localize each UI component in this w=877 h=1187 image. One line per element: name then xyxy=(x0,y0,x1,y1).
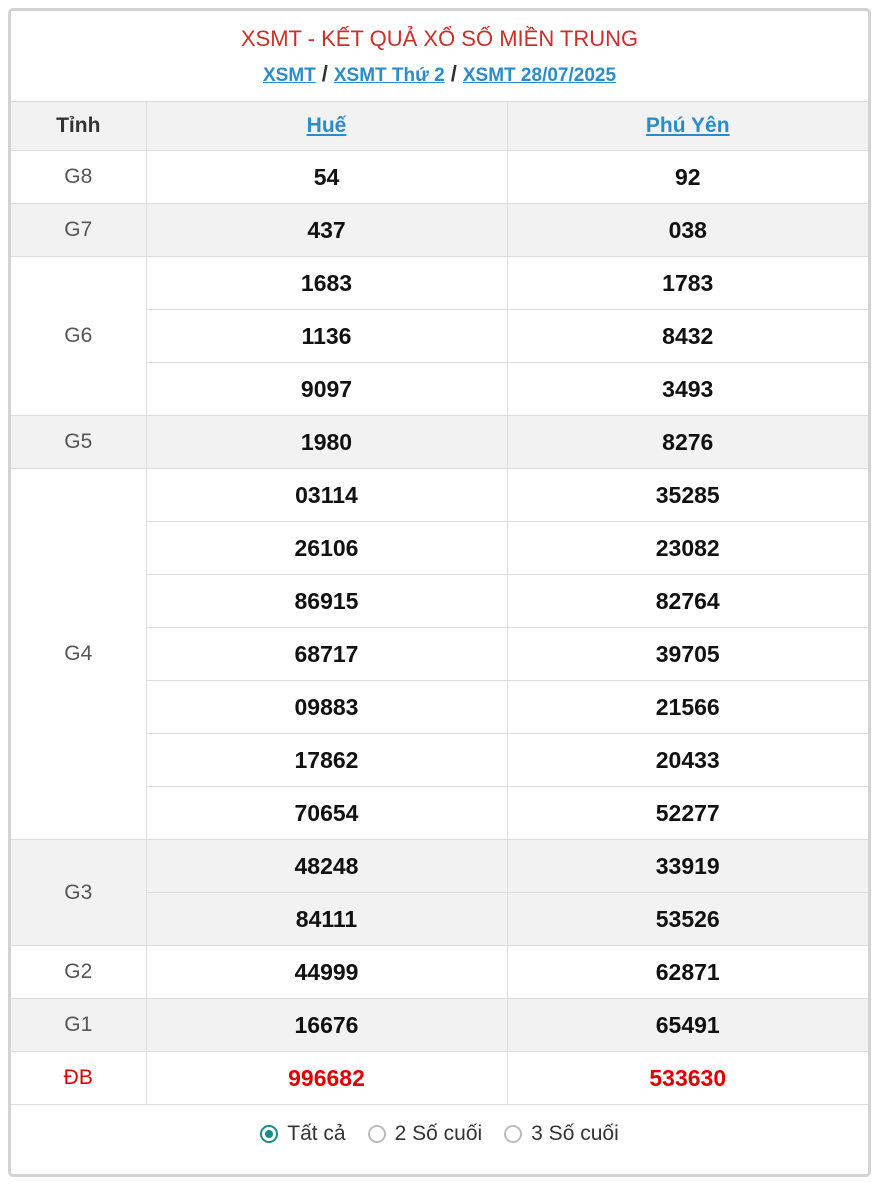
result-number: 038 xyxy=(507,204,868,257)
prize-label: G6 xyxy=(11,257,146,416)
result-number: 62871 xyxy=(507,946,868,999)
province-link-phu-yen[interactable]: Phú Yên xyxy=(645,114,730,137)
province-link-hue[interactable]: Huế xyxy=(306,114,347,137)
result-number: 86915 xyxy=(146,575,507,628)
prize-label: G7 xyxy=(11,204,146,257)
filter-option-label: 3 Số cuối xyxy=(531,1122,619,1145)
prize-label: G3 xyxy=(11,840,146,946)
result-number: 437 xyxy=(146,204,507,257)
filter-option-all[interactable] xyxy=(260,1122,345,1146)
table-row xyxy=(11,840,868,893)
results-header xyxy=(11,11,868,102)
prize-label: G4 xyxy=(11,469,146,840)
page-title: XSMT - KẾT QUẢ XỔ SỐ MIỀN TRUNG xyxy=(240,26,639,51)
result-number: 16676 xyxy=(146,999,507,1052)
result-number: 33919 xyxy=(507,840,868,893)
column-header-province-label: Tỉnh xyxy=(11,102,146,151)
result-number: 8432 xyxy=(507,310,868,363)
radio-empty-icon[interactable] xyxy=(504,1125,522,1143)
result-number: 54 xyxy=(146,151,507,204)
results-body xyxy=(11,151,868,1105)
filter-option-last-2[interactable] xyxy=(368,1122,483,1146)
result-number: 9097 xyxy=(146,363,507,416)
result-number: 20433 xyxy=(507,734,868,787)
result-number: 82764 xyxy=(507,575,868,628)
table-row xyxy=(11,1052,868,1105)
result-number: 09883 xyxy=(146,681,507,734)
result-number: 23082 xyxy=(507,522,868,575)
breadcrumb xyxy=(11,62,868,88)
result-number: 03114 xyxy=(146,469,507,522)
result-number: 1136 xyxy=(146,310,507,363)
filter-option-label: Tất cả xyxy=(287,1122,346,1145)
breadcrumb-separator: / xyxy=(321,61,328,86)
result-number: 68717 xyxy=(146,628,507,681)
result-number: 21566 xyxy=(507,681,868,734)
result-number: 1980 xyxy=(146,416,507,469)
table-row xyxy=(11,946,868,999)
result-number: 533630 xyxy=(507,1052,868,1105)
radio-selected-icon[interactable] xyxy=(260,1125,278,1143)
result-number: 84111 xyxy=(146,893,507,946)
prize-label: G1 xyxy=(11,999,146,1052)
result-number: 52277 xyxy=(507,787,868,840)
filter-option-label: 2 Số cuối xyxy=(394,1122,483,1145)
breadcrumb-link-xsmt[interactable]: XSMT xyxy=(262,65,316,86)
result-number: 3493 xyxy=(507,363,868,416)
breadcrumb-link-date[interactable]: XSMT 28/07/2025 xyxy=(462,65,617,86)
result-number: 48248 xyxy=(146,840,507,893)
table-row xyxy=(11,204,868,257)
breadcrumb-link-weekday[interactable]: XSMT Thứ 2 xyxy=(333,65,445,86)
filter-option-last-3[interactable] xyxy=(504,1122,619,1146)
column-header-hue xyxy=(146,102,507,151)
breadcrumb-separator: / xyxy=(450,61,457,86)
prize-label: G2 xyxy=(11,946,146,999)
results-panel xyxy=(8,8,871,1177)
column-header-phu-yen xyxy=(507,102,868,151)
results-table xyxy=(11,102,868,1105)
table-row xyxy=(11,999,868,1052)
result-number: 39705 xyxy=(507,628,868,681)
table-row xyxy=(11,469,868,522)
radio-empty-icon[interactable] xyxy=(368,1125,386,1143)
result-number: 8276 xyxy=(507,416,868,469)
table-row xyxy=(11,416,868,469)
result-number: 1683 xyxy=(146,257,507,310)
result-number: 1783 xyxy=(507,257,868,310)
result-number: 35285 xyxy=(507,469,868,522)
result-number: 26106 xyxy=(146,522,507,575)
table-row xyxy=(11,257,868,310)
result-number: 70654 xyxy=(146,787,507,840)
result-number: 996682 xyxy=(146,1052,507,1105)
result-number: 44999 xyxy=(146,946,507,999)
table-header-row xyxy=(11,102,868,151)
result-number: 53526 xyxy=(507,893,868,946)
digit-filter xyxy=(11,1105,868,1163)
result-number: 92 xyxy=(507,151,868,204)
prize-label: G5 xyxy=(11,416,146,469)
result-number: 65491 xyxy=(507,999,868,1052)
prize-label: G8 xyxy=(11,151,146,204)
prize-label: ĐB xyxy=(11,1052,146,1105)
table-row xyxy=(11,151,868,204)
result-number: 17862 xyxy=(146,734,507,787)
